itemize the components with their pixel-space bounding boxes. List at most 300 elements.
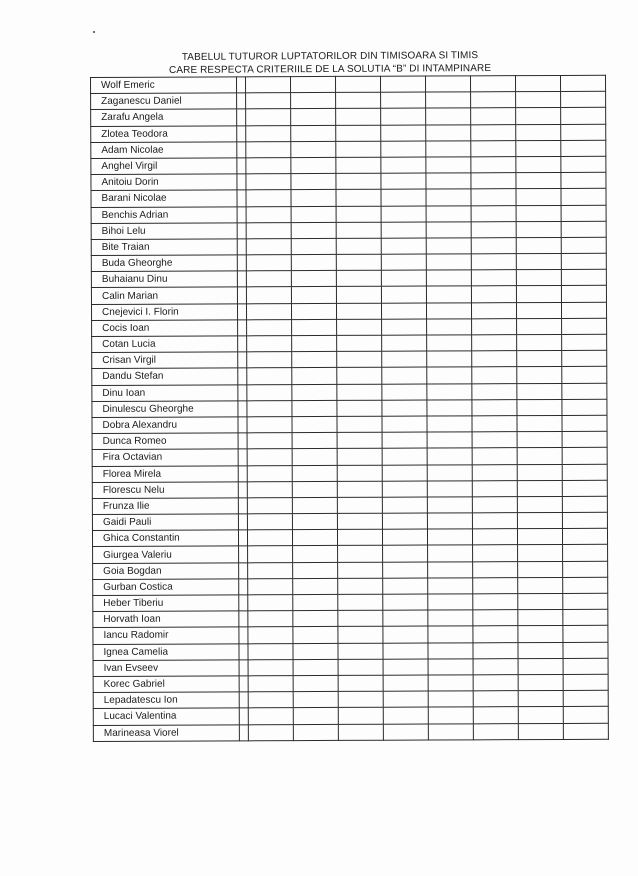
empty-cell [472,367,517,383]
empty-cell [471,254,516,270]
empty-cell [292,513,337,529]
empty-cell [517,351,562,367]
empty-cell [383,643,428,659]
empty-cell [426,189,471,205]
empty-cell [336,92,381,108]
empty-cell [292,433,337,449]
empty-cell [516,302,561,318]
empty-cell [246,190,291,206]
empty-cell [246,271,291,287]
empty-cell [561,108,606,124]
empty-cell [428,659,473,675]
empty-cell [517,334,562,350]
narrow-empty-cell [237,142,246,158]
empty-cell [336,206,381,222]
empty-cell [516,205,561,221]
empty-cell [426,141,471,157]
narrow-empty-cell [239,676,248,692]
empty-cell [428,610,473,626]
empty-cell [247,319,292,335]
empty-cell [382,400,427,416]
narrow-empty-cell [237,125,246,141]
empty-cell [291,254,336,270]
empty-cell [247,368,292,384]
empty-cell [383,578,428,594]
empty-cell [518,642,563,658]
empty-cell [293,724,338,740]
empty-cell [562,496,607,512]
name-cell: Benchis Adrian [91,206,237,223]
empty-cell [427,448,472,464]
narrow-empty-cell [239,627,248,643]
empty-cell [561,237,606,253]
empty-cell [291,303,336,319]
empty-cell [291,271,336,287]
empty-cell [248,595,293,611]
narrow-empty-cell [237,223,246,239]
name-cell: Horvath Ioan [93,611,239,628]
empty-cell [246,255,291,271]
narrow-empty-cell [237,206,246,222]
name-cell: Fira Octavian [92,449,238,466]
empty-cell [428,675,473,691]
empty-cell [248,676,293,692]
empty-cell [473,577,518,593]
empty-cell [338,708,383,724]
title-line-2: CARE RESPECTA CRITERIILE DE LA SOLUTIA “B” DI INTAMPINARE [168,63,492,76]
empty-cell [427,464,472,480]
empty-cell [293,578,338,594]
empty-cell [561,172,606,188]
empty-cell [383,545,428,561]
narrow-empty-cell [238,465,247,481]
empty-cell [292,352,337,368]
empty-cell [518,626,563,642]
empty-cell [563,658,608,674]
empty-cell [381,141,426,157]
empty-cell [383,659,428,675]
empty-cell [471,92,516,108]
empty-cell [426,270,471,286]
empty-cell [516,237,561,253]
empty-cell [427,400,472,416]
name-cell: Cotan Lucia [92,336,238,353]
empty-cell [383,724,428,740]
narrow-empty-cell [239,562,248,578]
narrow-empty-cell [238,320,247,336]
empty-cell [381,222,426,238]
narrow-empty-cell [238,417,247,433]
empty-cell [336,238,381,254]
empty-cell [516,92,561,108]
empty-cell [248,627,293,643]
empty-cell [473,691,518,707]
document-title [130,49,530,77]
title-line-1: TABELUL TUTUROR LUPTATORILOR DIN TIMISOARA SI TIMIS [181,50,479,63]
narrow-empty-cell [239,595,248,611]
empty-cell [518,723,563,739]
empty-cell [426,222,471,238]
empty-cell [562,512,607,528]
empty-cell [383,691,428,707]
empty-cell [292,368,337,384]
empty-cell [518,561,563,577]
empty-cell [382,351,427,367]
empty-cell [472,383,517,399]
empty-cell [291,238,336,254]
empty-cell [338,594,383,610]
name-cell: Lepadatescu Ion [93,692,239,709]
empty-cell [248,578,293,594]
empty-cell [248,611,293,627]
table-row [93,723,608,741]
empty-cell [381,206,426,222]
empty-cell [472,318,517,334]
narrow-empty-cell [238,352,247,368]
empty-cell [293,611,338,627]
empty-cell [516,189,561,205]
empty-cell [336,222,381,238]
name-cell: Goia Bogdan [93,562,239,579]
empty-cell [291,125,336,141]
empty-cell [246,303,291,319]
empty-cell [517,464,562,480]
empty-cell [248,546,293,562]
empty-cell [381,125,426,141]
empty-cell [427,513,472,529]
empty-cell [563,545,608,561]
empty-cell [561,205,606,221]
empty-cell [517,448,562,464]
empty-cell [338,675,383,691]
narrow-empty-cell [238,433,247,449]
empty-cell [426,92,471,108]
empty-cell [428,561,473,577]
name-cell: Ignea Camelia [93,643,239,660]
empty-cell [383,610,428,626]
narrow-empty-cell [237,271,246,287]
empty-cell [337,416,382,432]
empty-cell [561,91,606,107]
empty-cell [561,302,606,318]
name-cell: Florescu Nelu [92,482,238,499]
name-cell: Dunca Romeo [92,433,238,450]
empty-cell [471,221,516,237]
empty-cell [426,157,471,173]
name-cell: Dinulescu Gheorghe [92,401,238,418]
empty-cell [382,335,427,351]
empty-cell [337,319,382,335]
empty-cell [291,222,336,238]
name-cell: Cocis Ioan [92,320,238,337]
empty-cell [292,400,337,416]
scan-speck [93,31,95,33]
name-cell: Zarafu Angela [91,109,237,126]
empty-cell [516,221,561,237]
empty-cell [247,465,292,481]
empty-cell [338,627,383,643]
empty-cell [426,254,471,270]
narrow-empty-cell [238,514,247,530]
empty-cell [382,481,427,497]
empty-cell [338,562,383,578]
empty-cell [246,125,291,141]
empty-cell [563,674,608,690]
empty-cell [472,529,517,545]
empty-cell [470,76,515,92]
narrow-empty-cell [237,303,246,319]
empty-cell [336,287,381,303]
empty-cell [471,302,516,318]
empty-cell [293,594,338,610]
name-cell: Frunza Ilie [92,498,238,515]
empty-cell [382,448,427,464]
empty-cell [518,577,563,593]
empty-cell [336,303,381,319]
empty-cell [382,384,427,400]
empty-cell [473,707,518,723]
empty-cell [292,416,337,432]
empty-cell [471,173,516,189]
empty-cell [337,497,382,513]
empty-cell [337,481,382,497]
empty-cell [561,156,606,172]
empty-cell [471,286,516,302]
empty-cell [291,109,336,125]
empty-cell [518,674,563,690]
empty-cell [471,205,516,221]
empty-cell [472,335,517,351]
empty-cell [338,724,383,740]
empty-cell [427,319,472,335]
empty-cell [336,125,381,141]
empty-cell [427,481,472,497]
empty-cell [293,659,338,675]
empty-cell [562,367,607,383]
name-cell: Bite Traian [91,239,237,256]
empty-cell [517,399,562,415]
narrow-empty-cell [238,336,247,352]
empty-cell [472,416,517,432]
empty-cell [562,464,607,480]
empty-cell [247,530,292,546]
narrow-empty-cell [237,158,246,174]
empty-cell [337,400,382,416]
narrow-empty-cell [239,692,248,708]
empty-cell [428,642,473,658]
empty-cell [335,76,380,92]
empty-cell [515,75,560,91]
narrow-empty-cell [237,239,246,255]
empty-cell [292,319,337,335]
empty-cell [291,141,336,157]
name-cell: Dandu Stefan [92,368,238,385]
name-cell: Barani Nicolae [91,190,237,207]
empty-cell [291,157,336,173]
empty-cell [383,626,428,642]
empty-cell [473,642,518,658]
empty-cell [517,529,562,545]
empty-cell [426,205,471,221]
empty-cell [472,351,517,367]
empty-cell [383,562,428,578]
empty-cell [248,708,293,724]
empty-cell [560,75,605,91]
empty-cell [517,383,562,399]
name-cell: Gaidi Pauli [92,514,238,531]
empty-cell [516,108,561,124]
fighters-table [90,75,609,742]
name-cell: Gurban Costica [93,579,239,596]
empty-cell [248,659,293,675]
name-cell: Zlotea Teodora [91,125,237,142]
name-cell: Marineasa Viorel [93,724,239,741]
empty-cell [337,384,382,400]
empty-cell [428,626,473,642]
empty-cell [473,561,518,577]
empty-cell [563,577,608,593]
empty-cell [248,692,293,708]
empty-cell [336,173,381,189]
empty-cell [246,287,291,303]
empty-cell [381,303,426,319]
empty-cell [473,658,518,674]
empty-cell [246,238,291,254]
empty-cell [248,724,293,740]
empty-cell [246,158,291,174]
empty-cell [336,254,381,270]
empty-cell [338,659,383,675]
empty-cell [562,528,607,544]
name-cell: Anghel Virgil [91,158,237,175]
empty-cell [473,594,518,610]
empty-cell [563,609,608,625]
empty-cell [247,417,292,433]
name-cell: Ghica Constantin [92,530,238,547]
empty-cell [428,578,473,594]
empty-cell [427,367,472,383]
empty-cell [338,643,383,659]
name-cell: Adam Nicolae [91,142,237,159]
empty-cell [516,140,561,156]
name-cell: Florea Mirela [92,465,238,482]
empty-cell [247,481,292,497]
empty-cell [337,513,382,529]
narrow-empty-cell [237,109,246,125]
empty-cell [247,497,292,513]
empty-cell [428,723,473,739]
empty-cell [382,529,427,545]
empty-cell [337,351,382,367]
empty-cell [472,399,517,415]
empty-cell [518,707,563,723]
empty-cell [291,287,336,303]
empty-cell [293,562,338,578]
empty-cell [563,561,608,577]
empty-cell [516,124,561,140]
empty-cell [428,691,473,707]
empty-cell [291,174,336,190]
empty-cell [516,270,561,286]
name-cell: Buda Gheorghe [91,255,237,272]
empty-cell [471,238,516,254]
empty-cell [247,400,292,416]
narrow-empty-cell [238,368,247,384]
empty-cell [382,319,427,335]
empty-cell [426,173,471,189]
empty-cell [472,432,517,448]
empty-cell [293,627,338,643]
empty-cell [336,157,381,173]
empty-cell [336,141,381,157]
narrow-empty-cell [237,77,246,93]
empty-cell [381,254,426,270]
empty-cell [471,189,516,205]
empty-cell [427,432,472,448]
empty-cell [247,514,292,530]
empty-cell [516,173,561,189]
empty-cell [427,529,472,545]
empty-cell [338,546,383,562]
name-cell: Heber Tiberiu [93,595,239,612]
name-cell: Dobra Alexandru [92,417,238,434]
empty-cell [472,464,517,480]
empty-cell [337,529,382,545]
empty-cell [517,415,562,431]
empty-cell [427,383,472,399]
empty-cell [563,626,608,642]
narrow-empty-cell [239,611,248,627]
empty-cell [473,675,518,691]
empty-cell [291,206,336,222]
empty-cell [247,384,292,400]
empty-cell [518,691,563,707]
empty-cell [562,415,607,431]
empty-cell [561,221,606,237]
narrow-empty-cell [239,724,248,740]
empty-cell [381,157,426,173]
empty-cell [426,108,471,124]
empty-cell [248,643,293,659]
name-cell: Wolf Emeric [91,77,237,94]
fighters-table-body [91,75,609,741]
empty-cell [247,336,292,352]
name-cell: Zaganescu Daniel [91,93,237,110]
empty-cell [246,77,291,93]
empty-cell [382,497,427,513]
name-cell: Anitoiu Dorin [91,174,237,191]
empty-cell [382,416,427,432]
narrow-empty-cell [238,449,247,465]
empty-cell [247,449,292,465]
empty-cell [383,707,428,723]
empty-cell [427,497,472,513]
empty-cell [246,222,291,238]
empty-cell [561,286,606,302]
name-cell: Giurgea Valeriu [93,546,239,563]
empty-cell [291,76,336,92]
empty-cell [562,350,607,366]
empty-cell [293,675,338,691]
narrow-empty-cell [238,482,247,498]
empty-cell [517,318,562,334]
empty-cell [426,124,471,140]
empty-cell [246,206,291,222]
empty-cell [561,140,606,156]
empty-cell [292,497,337,513]
empty-cell [472,497,517,513]
empty-cell [337,449,382,465]
